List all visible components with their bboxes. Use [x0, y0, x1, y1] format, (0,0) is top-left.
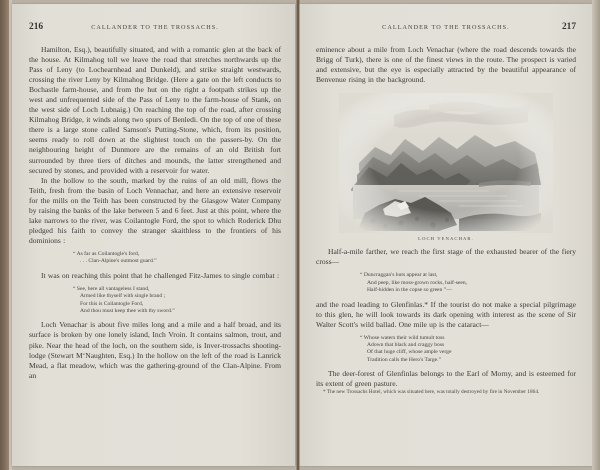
right-paragraph-1: eminence about a mile from Loch Venachar (where the road descends towards the Brigg of Turk), there is one of the finest views in the route. The prospect is varied and extensive, but the eye is especially attracted by the beautiful appearance of Benvenue rising in the background.: [316, 45, 576, 85]
right-page-edge: [592, 0, 600, 470]
binding-edge: [0, 0, 9, 470]
plate-block: [316, 93, 576, 241]
verse-line: “ Duncraggan's huts appear at last,: [360, 272, 438, 279]
verse-line: “ As far as Coilantogle's ford,: [73, 250, 140, 257]
left-paragraph-4: Loch Venachar is about five miles long and a mile and a half broad, and its surface is broken by one lonely island, Inch Vroin. It contains salmon, trout, and pike. Near the head of the loch, on the southern side, is Inver-trossachs shooting-lodge (Stewart M‘Naughten, Esq.) In the hollow on the left of the road is Lanrick Mead, a flat meadow, which was the gathering-ground of the Clan-Alpine. From an: [29, 320, 281, 380]
left-running-title: CALLANDER TO THE TROSSACHS.: [91, 24, 219, 31]
left-running-head: [29, 22, 281, 32]
right-running-head: [316, 22, 576, 32]
right-verse-four: [316, 335, 576, 365]
right-page-content: [316, 22, 576, 397]
left-paragraph-3: It was on reaching this point that he challenged Fitz-James to single combat :: [41, 270, 280, 280]
right-paragraph-4: The deer-forest of Glenfinlas belongs to the Earl of Morny, and is esteemed for its extent of green pasture.: [316, 369, 576, 389]
footnote: * The new Trossachs Hotel, which was situated here, was totally destroyed by fire in November 1864.: [323, 389, 540, 396]
loch-landscape-engraving: [339, 93, 553, 233]
right-running-title: CALLANDER TO THE TROSSACHS.: [382, 24, 510, 31]
left-paragraph-2: In the hollow to the south, marked by the ruins of an old mill, flows the Teith, fresh from the basin of Loch Vennachar, and here an extensive reservoir for the mills on the Teith has been constructed by the Glasgow Water Company by raising the banks of the lake between 5 and 6 feet. Just at this point, where the lake narrows to the river, was Coilantogle Ford, the spot to which Roderick Dhu pledged his faith to convey the stranger skaithless to the frontiers of his dominions :: [29, 175, 281, 245]
verse-line: . . . Clan-Alpine's outmost guard.”: [80, 258, 157, 265]
page-gutter-line: [297, 0, 299, 470]
left-paragraph-1: Hamilton, Esq.), beautifully situated, and with a romantic glen at the back of the house. At Kilmahog toll we leave the road that stretches northwards up the Pass of Leny (to Lochearnhead and Dunkeld), and strike straight westwards, crossing the river Leny by Kilmahog Bridge. (Here a gate on the left conducts to Bochastle farm-house, and from the hut on the right a footpath strikes up the west and unfrequented side of the Pass of Leny to the farm-house of Stank, on the west side of Loch Lubnaig.) On reaching the top of the road, after crossing Kilmahog Bridge, it winds along two spurs of Benledi. On the top of one of these there is a large stone called Samson's Putting-Stone, which, from its position, seems ready to roll down at the slightest touch on the passers-by. On the neighbouring height of Dunmore are the remains of an old British fort surrounded by three tiers of ditches and mounds, the latter strengthened and secured by stones, and provided with a reservoir for water.: [29, 45, 281, 175]
verse-line: For this is Coilantogle Ford,: [80, 300, 144, 307]
right-paragraph-2: Half-a-mile farther, we reach the first stage of the exhausted bearer of the fiery cross—: [316, 247, 576, 267]
verse-line: Adown that black and craggy boss: [367, 342, 445, 349]
right-folio: 217: [561, 22, 576, 32]
verse-line: Armed like thyself with single brand ;: [80, 293, 166, 300]
verse-line: “ See, here all vantageless I stand,: [73, 285, 150, 292]
verse-line: “ Whose waters their wild tumult toss: [360, 334, 445, 341]
plate-caption: LOCH VENACHAR.: [418, 236, 474, 242]
left-folio: 216: [29, 22, 44, 32]
left-verse-one: [29, 251, 281, 266]
left-verse-two: [29, 286, 281, 316]
right-paragraph-3: and the road leading to Glenfinlas.* If the tourist do not make a special pilgrimage to this glen, he will look towards its dark opening with interest as the scene of Sir Walter Scott's wild ballad. One mile up is the cataract—: [316, 299, 576, 329]
verse-line: And thou must keep thee with thy sword.”: [80, 308, 175, 315]
left-page-content: [29, 22, 281, 381]
verse-line: Half-hidden in the copse so green ”—: [367, 287, 452, 294]
right-verse-three: [316, 272, 576, 294]
verse-line: Of that huge cliff, whose ample verge: [367, 349, 452, 356]
engraving-svg: [339, 93, 553, 233]
verse-line: Tradition calls the Hero's Targe.”: [367, 356, 441, 363]
verse-line: And peep, like moss-grown rocks, half-seen,: [367, 279, 468, 286]
